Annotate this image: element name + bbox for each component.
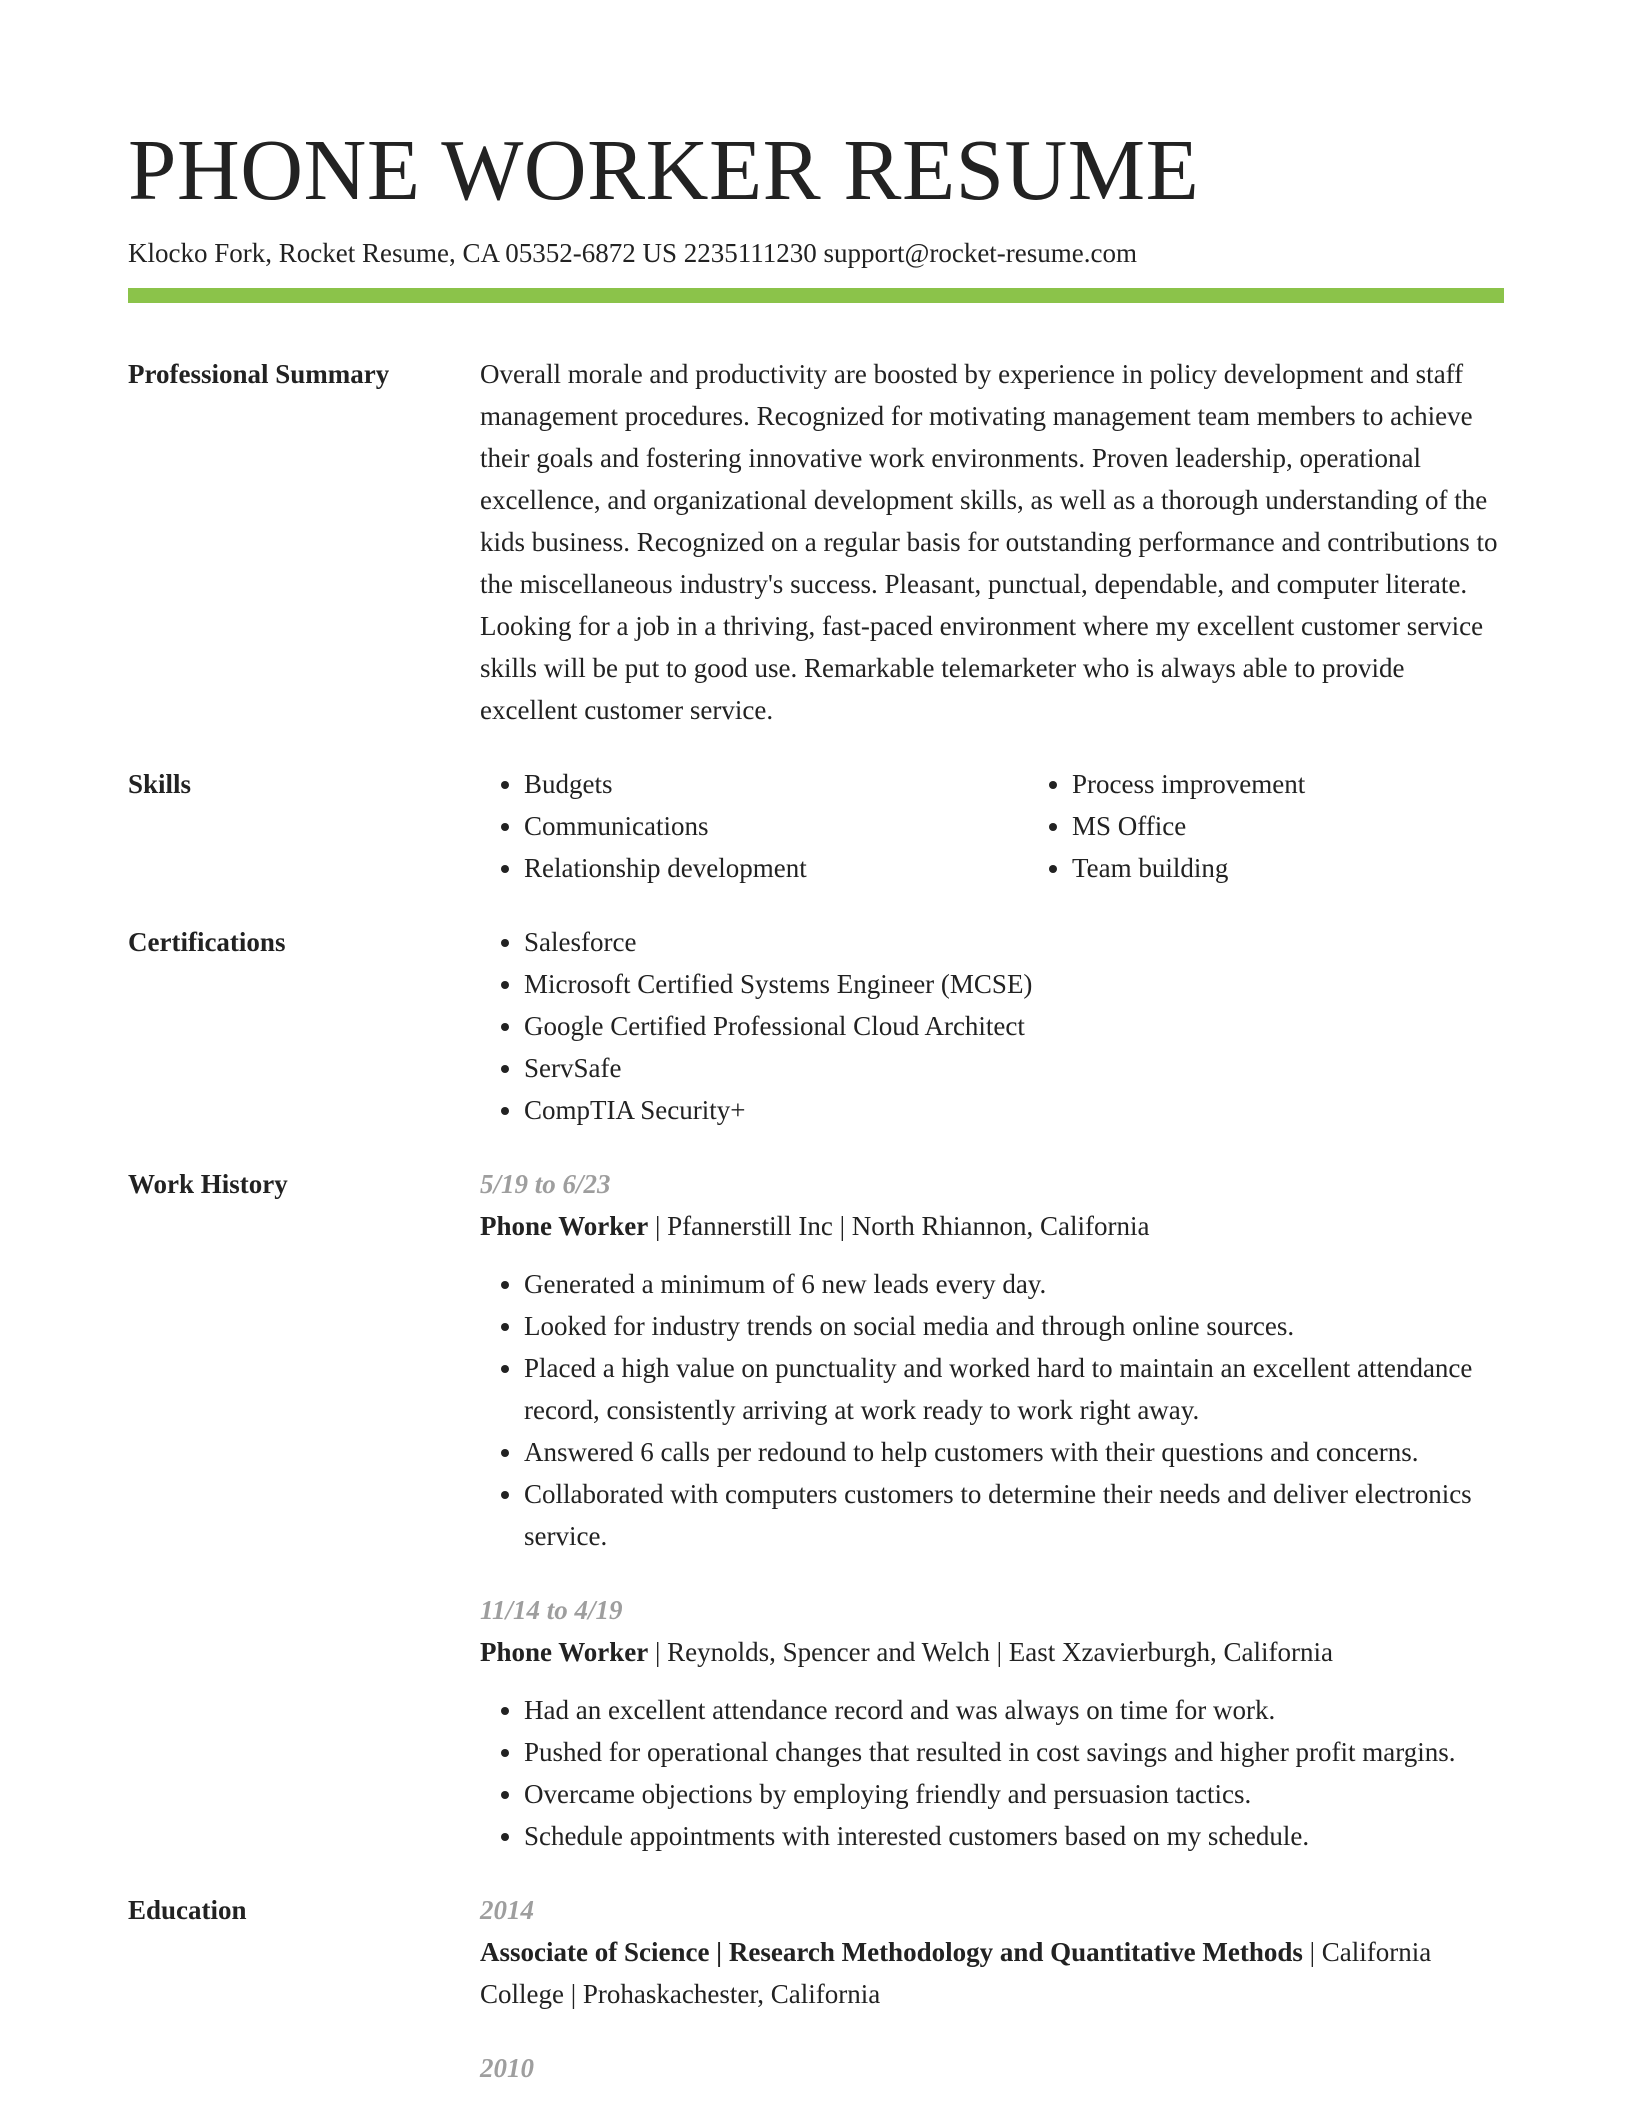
certifications-heading: Certifications: [128, 927, 286, 957]
certification-item: • Microsoft Certified Systems Engineer (MCSE): [524, 963, 1504, 1005]
work-history-section: [128, 1163, 1504, 1857]
skill-item: • Relationship development: [524, 847, 1028, 889]
job-bullet: • Collaborated with computers customers to determine their needs and deliver electronics service.: [524, 1473, 1504, 1557]
job-title-line: [480, 1631, 1504, 1673]
education-entry: [480, 1889, 1504, 2015]
education-degree: Associate of Science | Research Methodology and Quantitative Methods: [480, 1937, 1303, 1967]
job-bullet: • Placed a high value on punctuality and worked hard to maintain an excellent attendance record, consistently arriving at work ready to work right away.: [524, 1347, 1504, 1431]
skill-item: • Process improvement: [1072, 763, 1576, 805]
job-bullets: [480, 1263, 1504, 1557]
job-bullets: [480, 1689, 1504, 1857]
certification-item: • ServSafe: [524, 1047, 1504, 1089]
summary-heading: Professional Summary: [128, 359, 390, 389]
summary-text: Overall morale and productivity are boosted by experience in policy development and staff management procedures. Recognized for motivating management team members to achieve their goals and fostering innovative work environments. Proven leadership, operational excellence, and organizational development skills, as well as a thorough understanding of the kids business. Recognized on a regular basis for outstanding performance and contributions to the miscellaneous industry's success. Pleasant, punctual, dependable, and computer literate. Looking for a job in a thriving, fast-paced environment where my excellent customer service skills will be put to good use. Remarkable telemarketer who is always able to provide excellent customer service.: [480, 359, 1498, 725]
job-bullet: • Answered 6 calls per redound to help customers with their questions and concerns.: [524, 1431, 1504, 1473]
work-history-heading: Work History: [128, 1169, 288, 1199]
job-title: Phone Worker: [480, 1211, 649, 1241]
skills-grid: [480, 763, 1576, 889]
certification-item: • CompTIA Security+: [524, 1089, 1504, 1131]
job-dates: 11/14 to 4/19: [480, 1595, 623, 1625]
certification-item: • Google Certified Professional Cloud Architect: [524, 1005, 1504, 1047]
education-year: 2010: [480, 2053, 534, 2083]
job-bullet: • Looked for industry trends on social media and through online sources.: [524, 1305, 1504, 1347]
education-heading: Education: [128, 1895, 247, 1925]
education-section: [128, 1889, 1504, 2089]
skills-section: [128, 763, 1504, 889]
certification-item: • Salesforce: [524, 921, 1504, 963]
accent-divider: [128, 288, 1504, 303]
job-entry: [480, 1589, 1504, 1857]
job-bullet: • Pushed for operational changes that resulted in cost savings and higher profit margins.: [524, 1731, 1504, 1773]
education-year: 2014: [480, 1895, 534, 1925]
job-bullet: • Overcame objections by employing friendly and persuasion tactics.: [524, 1773, 1504, 1815]
certifications-list: [480, 921, 1504, 1131]
resume-page: [128, 0, 1504, 2089]
skill-item: • Budgets: [524, 763, 1028, 805]
job-entry: [480, 1163, 1504, 1557]
job-title-line: [480, 1205, 1504, 1247]
education-entry: [480, 2047, 1504, 2089]
job-title: Phone Worker: [480, 1637, 649, 1667]
skill-item: • Team building: [1072, 847, 1576, 889]
job-bullet: • Had an excellent attendance record and was always on time for work.: [524, 1689, 1504, 1731]
job-bullet: • Generated a minimum of 6 new leads every day.: [524, 1263, 1504, 1305]
job-employer-location: | Reynolds, Spencer and Welch | East Xzavierburgh, California: [648, 1637, 1333, 1667]
skill-item: • MS Office: [1072, 805, 1576, 847]
skill-item: • Communications: [524, 805, 1028, 847]
skills-list-left: [480, 763, 1028, 889]
certifications-section: [128, 921, 1504, 1131]
skills-list-right: [1028, 763, 1576, 889]
education-school-location: | California College | Prohaskachester, California: [480, 1937, 1432, 2009]
education-line: [480, 1931, 1504, 2015]
job-bullet: • Schedule appointments with interested customers based on my schedule.: [524, 1815, 1504, 1857]
skills-heading: Skills: [128, 769, 192, 799]
job-employer-location: | Pfannerstill Inc | North Rhiannon, California: [648, 1211, 1150, 1241]
contact-info: Klocko Fork, Rocket Resume, CA 05352-6872 US 2235111230 support@rocket-resume.com: [128, 238, 1137, 268]
resume-title: PHONE WORKER RESUME: [128, 121, 1200, 218]
job-dates: 5/19 to 6/23: [480, 1169, 611, 1199]
summary-section: [128, 353, 1504, 731]
